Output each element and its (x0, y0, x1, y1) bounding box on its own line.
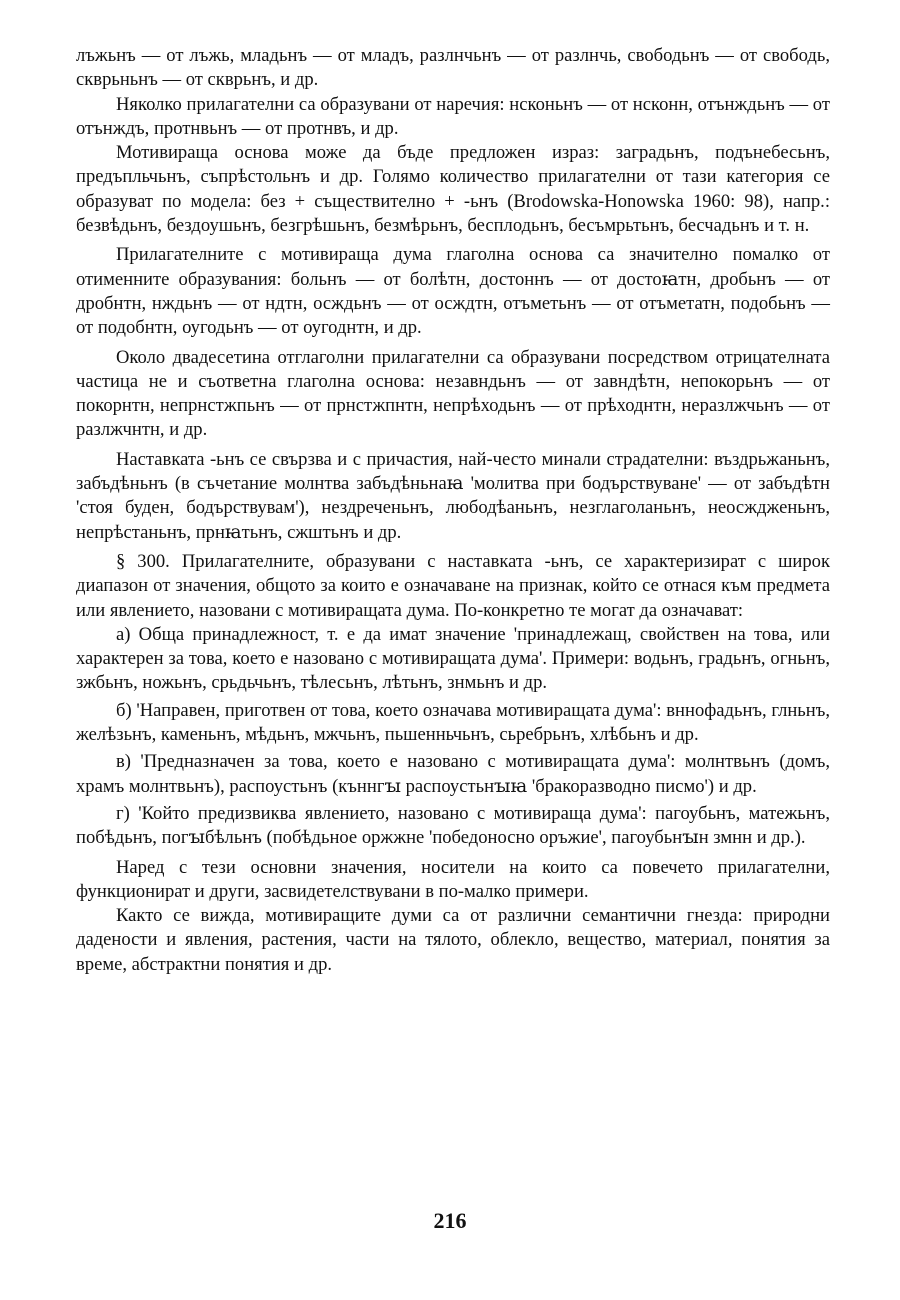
paragraph-phrase-base: Мотивираща основа може да бъде предложен израз: заградьнъ, подънебесьнъ, предъпльчьнъ, съпрѣстольнъ и др. Голямо количество прилагателни от тази категория се образуват по модела: без + съществително + -ьнъ (Brodowska-Honowska 1960: 98), напр.: безвѣдьнъ, бездоушьнъ, безгрѣшьнъ, безмѣрьнъ, бесплодьнъ, бесъмрьтьнъ, бесчадьнъ и т. н. (76, 142, 830, 237)
body-text (76, 44, 830, 977)
paragraph-meaning-a: а) Обща принадлежност, т. е да имат значение 'принадлежащ, свойствен на това, или характерен за това, което е назовано с мотивиращата дума'. Примери: водьнъ, градьнъ, огньнъ, зжбьнъ, ножьнъ, срьдьчьнъ, тѣлесьнъ, лѣтьнъ, знмьнъ и др. (76, 623, 830, 694)
page-number: 216 (433, 1208, 467, 1233)
paragraph-meaning-b: б) 'Направен, приготвен от това, което означава мотивиращата дума': вннофадьнъ, глньнъ, желѣзьнъ, каменьнъ, мѣдьнъ, мжчьнъ, пьшенньчьнъ, сьребрьнъ, хлѣбьнъ и др. (76, 699, 830, 746)
paragraph-verbal-base: Прилагателните с мотивираща дума глаголна основа са значително помалко от отименните образувания: больнъ — от болѣтн, достоннъ — от достоꙗтн, дробьнъ — от дробнтн, нждьнъ — от ндтн, осждьнъ — от осждтн, отъметьнъ — от отъметатн, подобьнъ — от подобнтн, оугодьнъ — от оугоднтн, и др. (76, 244, 830, 339)
paragraph-negative-particle: Около двадесетина отглаголни прилагателни са образувани посредством отрицателната частица не и съответна глаголна основа: незавндьнъ — от завндѣтн, непокорьнъ — от покорнтн, непрнстжпьнъ — от прнстжпнтн, непрѣходьнъ — от прѣходнтн, неразлжчьнъ — от разлжчнтн, и др. (76, 346, 830, 441)
paragraph-participles: Наставката -ьнъ се свързва и с причастия, най-често минали страдателни: въздрьжаньнъ, забъдѣньнъ (в съчетание молнтва забъдѣньнаꙗ 'молитва при бодърствуване' — от забъдѣтн 'стоя буден, бодърствувам'), нездреченьнъ, любодѣаньнъ, незглаголаньнъ, неосждженьнъ, непрѣстаньнъ, прнꙗтьнъ, сжштьнъ и др. (76, 448, 830, 543)
paragraph-continuation: лъжьнъ — от лъжь, младьнъ — от младъ, разлнчьнъ — от разлнчь, свободьнъ — от свободь, скврьньнъ — от скврьнъ, и др. (76, 45, 830, 91)
paragraph-meaning-c: в) 'Предназначен за това, което е назовано с мотивиращата дума': молнтвьнъ (домъ, храмъ молнтвьнъ), распоустьнъ (къннгꙑ распоустьнꙑꙗ 'бракоразводно писмо') и др. (76, 751, 830, 797)
paragraph-semantic-nests: Както се вижда, мотивиращите думи са от различни семантични гнезда: природни дадености и явления, растения, части на тялото, облекло, вещество, материал, понятия за време, абстрактни понятия и др. (76, 905, 830, 975)
paragraph-section-300: § 300. Прилагателните, образувани с наставката -ьнъ, се характеризират с широк диапазон от значения, общото за които е означаване на признак, който се отнася към предмета или явлението, назовани с мотивиращата дума. По-конкретно те могат да означават: (76, 550, 830, 621)
paragraph-adverbs: Няколко прилагателни са образувани от наречия: нсконьнъ — от нсконн, отънждьнъ — от отънждъ, протнвьнъ — от протнвъ, и др. (76, 93, 830, 139)
paragraph-other-meanings: Наред с тези основни значения, носители на които са повечето прилагателни, функционират и други, засвидетелствувани в по-малко примери. (76, 856, 830, 902)
paragraph-meaning-d: г) 'Който предизвиква явлението, назовано с мотивираща дума': пагоубьнъ, матежьнъ, побѣдьнъ, погꙑбѣльнъ (побѣдьное оржжне 'победоносно оръжие', пагоубьнꙑн змнн и др.). (76, 802, 830, 849)
